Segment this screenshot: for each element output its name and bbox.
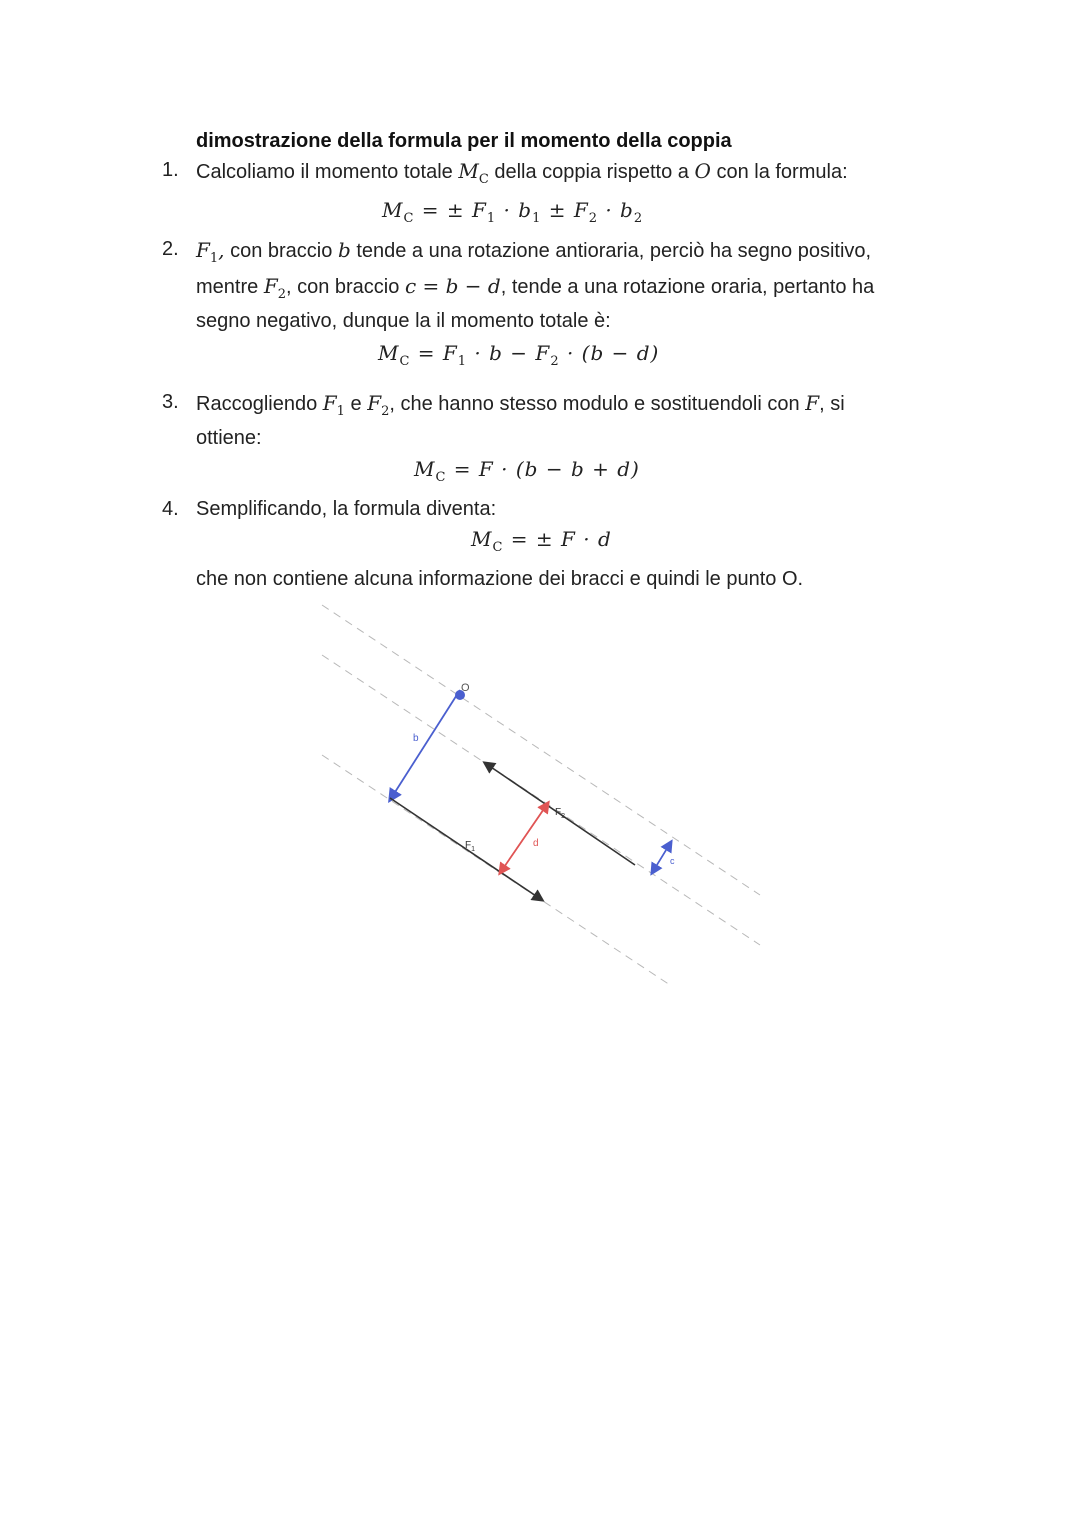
formula-3: $M_C = F \cdot (b - b + d)$ xyxy=(414,457,640,485)
symbol-m: $M_C$ xyxy=(458,159,489,187)
conclusion-text: che non contiene alcuna informazione dei bracci e quindi le punto O. xyxy=(196,568,804,590)
step-4-line-1: Semplificando, la formula diventa: xyxy=(196,498,497,520)
step-3-line-2: ottiene: xyxy=(196,427,262,449)
formula-4: $M_C$ = ± F · d xyxy=(471,527,612,555)
label-f2: $F_2$ xyxy=(555,807,566,820)
step-1-text: Calcoliamo il momento totale $M_C$ della coppia rispetto a O con la formula: xyxy=(196,159,848,187)
step-4-number: 4. xyxy=(162,498,179,520)
formula-2: $M_C = F_1 \cdot b - F_2 \cdot (b - d)$ xyxy=(378,341,660,369)
step-1-number: 1. xyxy=(162,159,179,181)
step-2-line-1: $F_1$, con braccio b tende a una rotazione antioraria, perciò ha segno positivo, xyxy=(196,238,872,266)
step-3-number: 3. xyxy=(162,391,179,413)
dashed-guides xyxy=(322,605,760,985)
couple-diagram xyxy=(300,595,780,995)
label-c: c xyxy=(670,856,675,866)
step-2-line-3: segno negativo, dunque la il momento totale è: xyxy=(196,310,611,332)
step-2-line-2: mentre $F_2$, con braccio c = b − d, tende a una rotazione oraria, pertanto ha xyxy=(196,274,875,302)
step-2-number: 2. xyxy=(162,238,179,260)
step-3-line-1: Raccogliendo $F_1$ e $F_2$, che hanno stesso modulo e sostituendoli con F, si xyxy=(196,391,845,419)
label-f1: $F_1$ xyxy=(465,840,476,853)
formula-1: $M_C$ = ± $F_1 \cdot b_1 \pm F_2 \cdot b_2$ xyxy=(382,198,644,226)
distance-d-vector-back xyxy=(500,803,548,873)
arm-b-vector xyxy=(390,690,460,800)
arm-c-vector-back xyxy=(652,842,671,873)
section-heading: dimostrazione della formula per il momento della coppia xyxy=(196,130,732,152)
label-d: d xyxy=(533,838,539,849)
label-o: O xyxy=(461,682,470,694)
label-b: b xyxy=(413,733,419,744)
